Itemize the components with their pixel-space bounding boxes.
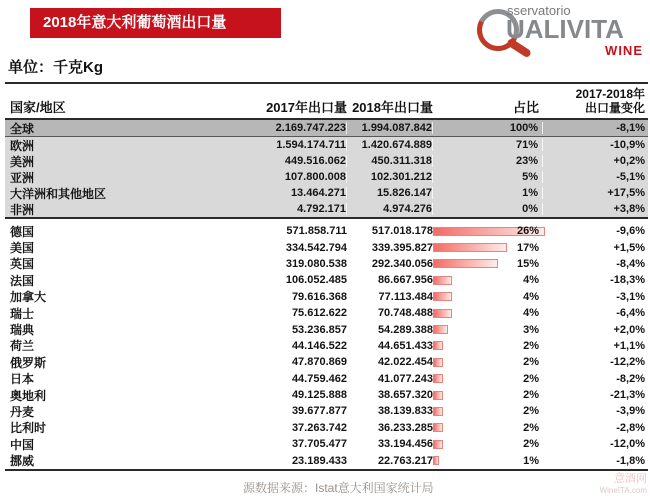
share-cell [433,242,543,254]
export-2018-value: 86.667.956 [377,274,433,287]
share-cell [433,405,543,417]
export-2017-value: 39.677.877 [291,405,347,418]
share-bar [433,391,443,400]
table-row [5,137,648,153]
export-2018-value: 22.763.217 [377,454,433,467]
header-change [543,84,648,118]
change-value: -2,8% [616,421,645,434]
header-2018: 2018年出口量 [352,100,433,115]
region-name: 中国 [10,437,35,452]
page-title: 2018年意大利葡萄酒出口量 [43,14,227,31]
watermark-site-name: 意酒网 [614,473,647,485]
export-2018-value: 450.311.318 [347,155,433,167]
region-name: 日本 [10,372,35,387]
share-value: 1% [523,454,539,467]
share-cell [433,340,543,352]
share-cell [433,324,543,336]
share-value: 26% [516,225,539,238]
change-value: -10,9% [610,139,645,151]
export-2017-value: 13.464.271 [197,187,347,199]
unit-label: 单位：千克Kg [8,59,103,76]
share-cell [433,389,543,401]
header-region: 国家/地区 [10,100,66,115]
table-row [5,321,648,337]
change-value: -1,8% [616,454,645,467]
table-row [5,153,648,169]
change-value: -9,6% [616,225,645,238]
logo-qualivita-text: UALIVITA [506,14,624,44]
share-cell [433,187,543,199]
table-row [5,452,648,468]
change-value: +3,8% [613,203,645,215]
export-2018-value: 41.077.243 [377,372,433,385]
change-value: -12,0% [610,438,645,451]
table-row [5,272,648,288]
share-value: 1% [522,187,538,199]
header-change-line2: 出口量变化 [584,101,645,115]
change-value: +2,0% [613,323,645,336]
share-value: 4% [523,307,539,320]
region-name: 英国 [10,257,35,272]
export-2018-value: 54.289.388 [377,323,433,336]
export-2018-value: 42.022.454 [377,356,433,369]
title-banner [30,8,281,38]
export-2017-value: 571.858.711 [286,225,347,238]
export-2017-value: 107.800.008 [197,171,347,183]
country-rows [5,223,648,469]
share-cell [433,171,543,183]
share-cell [433,438,543,450]
share-value: 4% [523,290,539,303]
table-row [5,185,648,201]
region-name: 美洲 [10,154,35,169]
region-name: 大洋洲和其他地区 [10,186,107,201]
share-bar [433,440,443,449]
share-bar [433,423,443,432]
share-bar [433,341,443,350]
table-row [5,371,648,387]
share-cell [433,291,543,303]
change-value: -6,4% [616,307,645,320]
region-rows [5,137,648,217]
share-cell [433,225,543,237]
export-2017-value: 1.594.174.711 [197,139,347,151]
share-value: 3% [523,323,539,336]
change-value: +1,5% [613,241,645,254]
share-bar [433,407,443,416]
export-2018-value: 38.139.833 [377,405,433,418]
share-cell [433,307,543,319]
table-row [5,289,648,305]
share-bar [433,358,443,367]
change-value: -8,2% [616,372,645,385]
export-2018-value: 33.194.456 [377,438,433,451]
table-row [5,120,648,136]
region-name: 德国 [10,224,35,239]
region-name: 瑞典 [10,323,35,338]
share-bar [433,276,452,285]
region-name: 亚洲 [10,170,35,185]
region-name: 法国 [10,273,35,288]
share-cell [433,155,543,167]
watermark-site-url: WineITA.com [599,486,647,495]
share-cell [433,139,543,151]
share-bar [433,309,452,318]
change-value: -8,1% [616,122,645,134]
region-name: 美国 [10,241,35,256]
share-value: 71% [515,139,538,151]
share-cell [433,258,543,270]
export-2018-value: 292.340.056 [371,257,433,270]
region-name: 奥地利 [10,388,47,403]
share-value: 2% [523,405,539,418]
logo-wine-text: WINE [605,43,643,58]
share-cell [433,122,543,134]
table-row [5,420,648,436]
export-2017-value: 334.542.794 [285,241,347,254]
region-name: 瑞士 [10,306,35,321]
share-value: 4% [523,274,539,287]
share-value: 2% [523,421,539,434]
watermark [600,474,647,496]
share-value: 23% [515,155,538,167]
export-2018-value: 44.651.433 [377,339,433,352]
share-cell [433,356,543,368]
change-value: -3,9% [616,405,645,418]
region-name: 荷兰 [10,339,35,354]
export-2017-value: 106.052.485 [285,274,347,287]
export-2017-value: 2.169.747.223 [197,122,347,134]
change-value: -12,2% [610,356,645,369]
table-row [5,169,648,185]
export-table [5,82,648,471]
change-value: -18,3% [610,274,645,287]
region-name: 加拿大 [10,290,47,305]
table-row [5,387,648,403]
share-value: 17% [516,241,539,254]
export-2017-value: 79.616.368 [291,290,347,303]
table-row [5,223,648,239]
share-bar [433,259,498,268]
table-row [5,338,648,354]
table-row [5,256,648,272]
region-name: 全球 [10,121,35,136]
share-cell [433,203,543,215]
export-2017-value: 319.080.538 [285,257,347,270]
table-row [5,354,648,370]
world-row-host [5,120,648,136]
region-name: 比利时 [10,421,47,436]
export-2018-value: 1.994.087.842 [347,122,433,134]
change-value: -5,1% [616,171,645,183]
share-value: 2% [523,438,539,451]
share-bar [433,243,507,252]
table-row [5,436,648,452]
region-name: 俄罗斯 [10,355,47,370]
export-2018-value: 1.420.674.889 [347,139,433,151]
share-cell [433,274,543,286]
export-2017-value: 37.705.477 [291,438,347,451]
share-bar [433,325,448,334]
share-cell [433,455,543,467]
export-2017-value: 44.759.462 [291,372,347,385]
table-row [5,239,648,255]
table-row [5,201,648,217]
export-2018-value: 70.748.488 [377,307,433,320]
export-2018-value: 38.657.320 [377,389,433,402]
export-2018-value: 339.395.827 [371,241,433,254]
export-2017-value: 47.870.869 [291,356,347,369]
header-change-line1: 2017-2018年 [575,87,645,101]
share-bar [433,374,443,383]
qualivita-logo [470,0,650,64]
region-name: 挪威 [10,454,35,469]
region-name: 非洲 [10,202,35,217]
share-value: 2% [523,372,539,385]
share-cell [433,373,543,385]
share-bar [433,292,452,301]
export-2018-value: 517.018.178 [371,225,433,238]
share-cell [433,422,543,434]
header-share: 占比 [512,100,539,115]
table-header-row [5,84,648,118]
share-bar [433,456,439,465]
export-2017-value: 49.125.888 [291,389,347,402]
change-value: +0,2% [613,155,645,167]
share-value: 2% [523,356,539,369]
region-name: 丹麦 [10,405,35,419]
export-2017-value: 37.263.742 [291,421,347,434]
share-value: 15% [516,257,539,270]
logo-osservatorio-text: sservatorio [507,3,571,18]
table-row [5,403,648,419]
export-2017-value: 75.612.622 [291,307,347,320]
export-2017-value: 449.516.062 [197,155,347,167]
change-value: -3,1% [616,290,645,303]
change-value: +1,1% [613,339,645,352]
header-2017: 2017年出口量 [266,100,347,115]
export-2018-value: 102.301.212 [347,171,433,183]
change-value: -21,3% [610,389,645,402]
change-value: +17,5% [607,187,645,199]
export-2018-value: 4.974.276 [347,203,433,215]
data-source-note: 源数据来源：Istat意大利国家统计局 [243,481,434,495]
export-2018-value: 77.113.484 [378,290,433,303]
export-2017-value: 53.236.857 [291,323,347,336]
export-2017-value: 4.792.171 [197,203,347,215]
share-value: 2% [523,389,539,402]
table-row [5,305,648,321]
export-2017-value: 44.146.522 [291,339,347,352]
share-value: 2% [523,339,539,352]
export-2018-value: 15.826.147 [347,187,433,199]
share-value: 5% [522,171,538,183]
share-value: 100% [509,122,538,134]
region-name: 欧洲 [10,138,35,153]
export-2018-value: 36.233.285 [377,421,433,434]
share-value: 0% [522,203,538,215]
change-value: -8,4% [616,257,645,270]
export-2017-value: 23.189.433 [291,454,347,467]
